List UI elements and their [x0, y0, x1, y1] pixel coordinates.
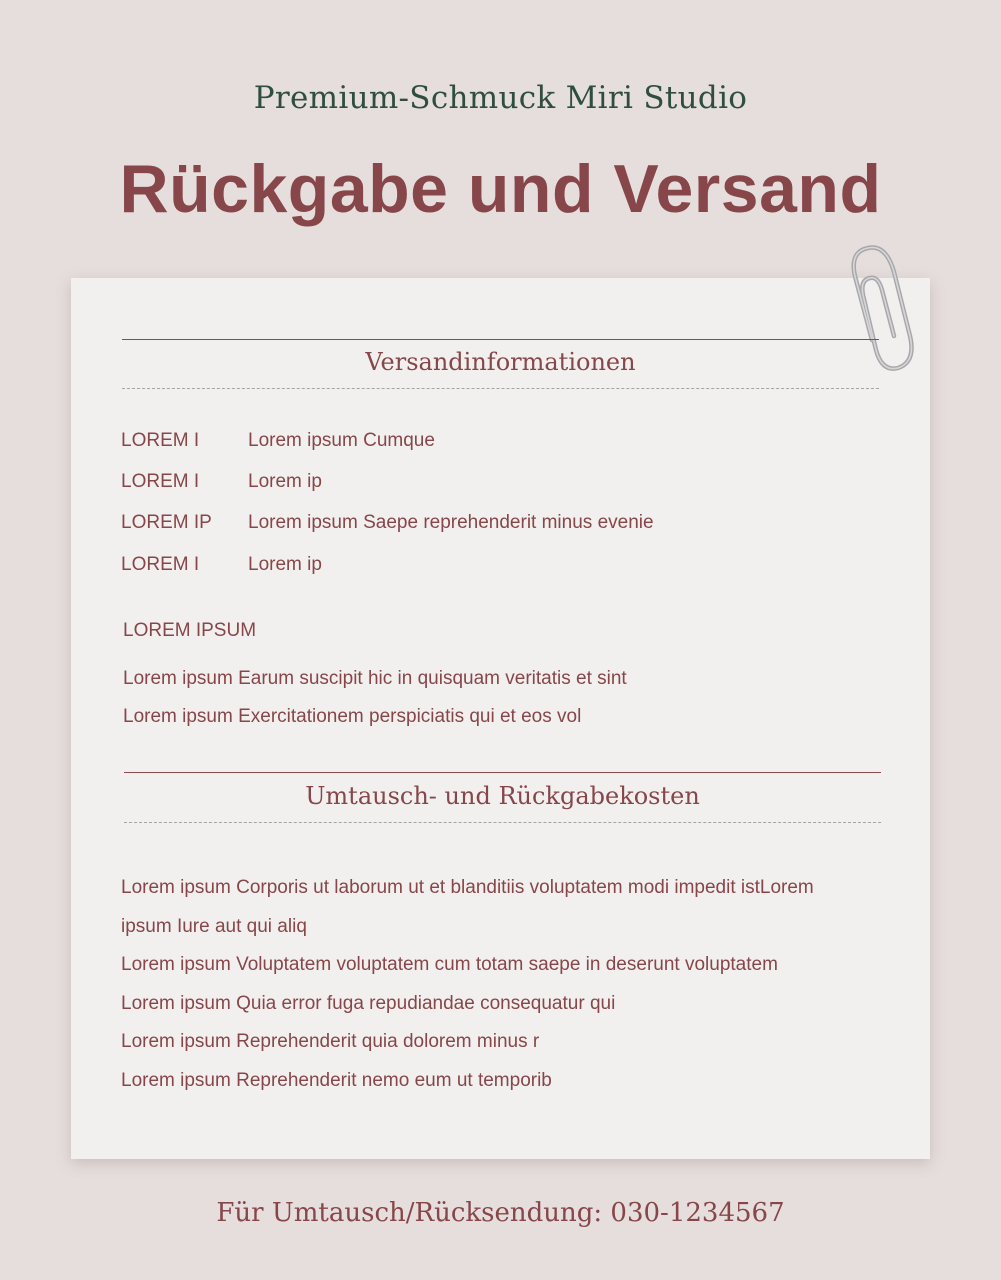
shipping-row-label: LOREM I — [121, 471, 200, 492]
returns-heading: Umtausch- und Rückgabekosten — [124, 772, 881, 823]
shipping-row-value: Lorem ipsum Saepe reprehenderit minus evenie — [248, 512, 654, 533]
shipping-row-value: Lorem ip — [248, 471, 322, 492]
shipping-row-label: LOREM IP — [121, 512, 212, 533]
returns-text-line: Lorem ipsum Reprehenderit nemo eum ut temporib — [121, 1070, 552, 1091]
returns-text-line: ipsum Iure aut qui aliq — [121, 916, 307, 937]
shipping-row-value: Lorem ip — [248, 554, 322, 575]
shipping-heading: Versandinformationen — [122, 339, 879, 389]
contact-footer: Für Umtausch/Rücksendung: 030-1234567 — [216, 1198, 785, 1228]
returns-text-line: Lorem ipsum Corporis ut laborum ut et blanditiis voluptatem modi impedit istLorem — [121, 877, 814, 898]
brand-name: Premium-Schmuck Miri Studio — [253, 80, 748, 116]
shipping-subheading: LOREM IPSUM — [123, 620, 257, 641]
shipping-text-line: Lorem ipsum Earum suscipit hic in quisquam veritatis et sint — [123, 668, 627, 689]
shipping-text-line: Lorem ipsum Exercitationem perspiciatis qui et eos vol — [123, 706, 582, 727]
shipping-row-label: LOREM I — [121, 554, 200, 575]
returns-text-line: Lorem ipsum Quia error fuga repudiandae consequatur qui — [121, 993, 616, 1014]
shipping-row-label: LOREM I — [121, 430, 200, 451]
shipping-row-value: Lorem ipsum Cumque — [248, 430, 435, 451]
returns-text-line: Lorem ipsum Reprehenderit quia dolorem minus r — [121, 1031, 540, 1052]
page-title: Rückgabe und Versand — [119, 151, 882, 227]
returns-text-line: Lorem ipsum Voluptatem voluptatem cum totam saepe in deserunt voluptatem — [121, 954, 778, 975]
